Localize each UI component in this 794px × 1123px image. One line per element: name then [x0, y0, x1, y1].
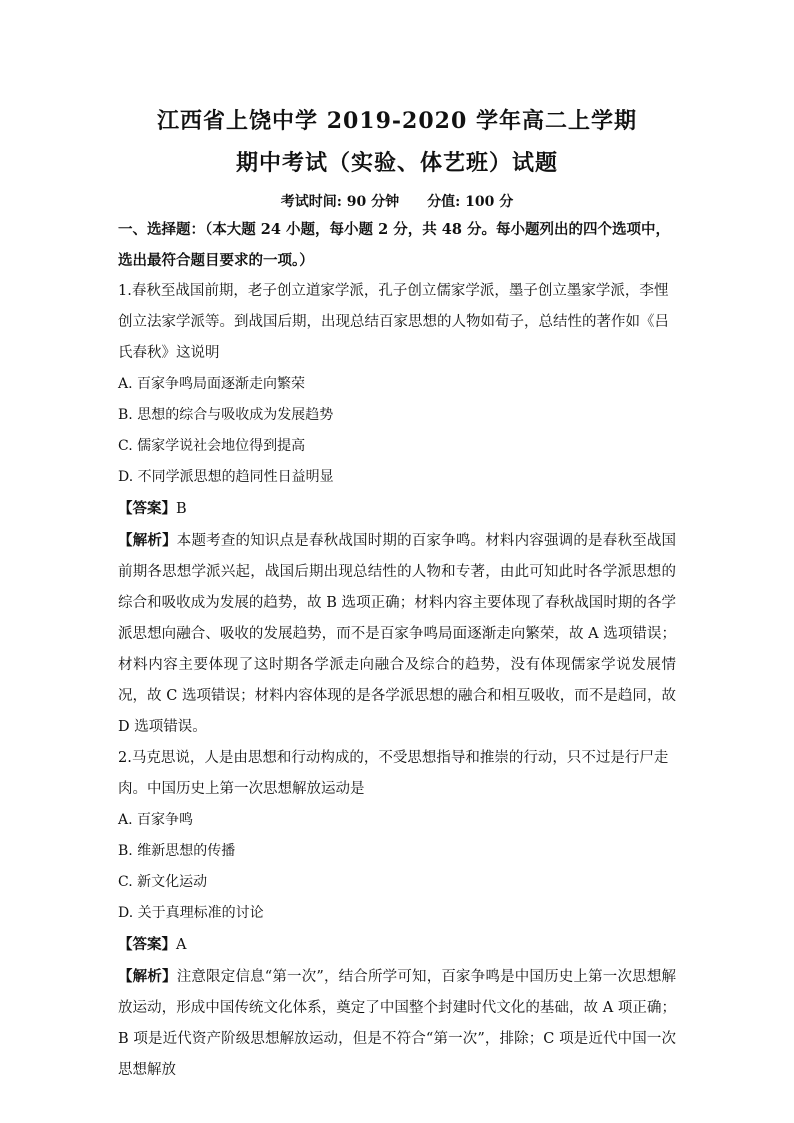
question-stem: 1.春秋至战国前期，老子创立道家学派，孔子创立儒家学派，墨子创立墨家学派，李悝创立法家学派等。到战国后期，出现总结百家思想的人物如荀子，总结性的著作如《吕氏春秋》这说明	[118, 283, 669, 361]
answer-value: B	[176, 501, 187, 517]
option-d: D. 不同学派思想的趋同性日益明显	[118, 469, 334, 485]
answer-line	[118, 929, 676, 961]
question-2	[118, 743, 676, 1086]
question-stem: 2.马克思说，人是由思想和行动构成的，不受思想指导和推崇的行动，只不过是行尸走肉。中国历史上第一次思想解放运动是	[118, 750, 669, 797]
exam-time: 考试时间: 90 分钟	[280, 194, 400, 210]
analysis-paragraph	[118, 961, 676, 1086]
option-b: B. 维新思想的传播	[118, 843, 236, 859]
answer-label: 【答案】	[118, 936, 176, 953]
exam-title-line2: 期中考试（实验、体艺班）试题	[235, 150, 558, 176]
exam-score: 分值: 100 分	[427, 194, 514, 210]
answer-line	[118, 493, 676, 525]
exam-title-line1: 江西省上饶中学 2019-2020 学年高二上学期	[157, 108, 637, 134]
analysis-label: 【解析】	[118, 968, 177, 985]
option-a: A. 百家争鸣局面逐渐走向繁荣	[118, 376, 306, 392]
exam-meta	[118, 192, 676, 212]
option-b: B. 思想的综合与吸收成为发展趋势	[118, 407, 334, 423]
analysis-text: 本题考查的知识点是春秋战国时期的百家争鸣。材料内容强调的是春秋至战国前期各思想学派兴起，战国后期出现总结性的人物和专著，由此可知此时各学派思想的综合和吸收成为发展的趋势，故 B 选项正确；材料内容主要体现了春秋战国时期的各学派思想向融合、吸收的发展趋势，而不是百家争鸣局面逐渐走向繁荣，故 A 选项错误；材料内容主要体现了这时期各学派走向融合及综合的趋势，没有体现儒家学说发展情况，故 C 选项错误；材料内容体现的是各学派思想的融合和相互吸收，而不是趋同，故 D 选项错误。	[118, 533, 677, 735]
option-d: D. 关于真理标准的讨论	[118, 905, 264, 921]
analysis-label: 【解析】	[118, 532, 177, 549]
option-a: A. 百家争鸣	[118, 812, 194, 828]
section-heading: 一、选择题：（本大题 24 小题，每小题 2 分，共 48 分。每小题列出的四个选项中，选出最符合题目要求的一项。）	[118, 221, 670, 269]
option-c: C. 儒家学说社会地位得到提高	[118, 438, 306, 454]
analysis-paragraph	[118, 525, 676, 743]
answer-label: 【答案】	[118, 500, 176, 517]
option-c: C. 新文化运动	[118, 874, 208, 890]
question-1	[118, 276, 676, 743]
analysis-text: 注意限定信息“第一次”，结合所学可知，百家争鸣是中国历史上第一次思想解放运动，形成中国传统文化体系，奠定了中国整个封建时代文化的基础，故 A 项正确；B 项是近代资产阶级思想解放运动，但是不符合“第一次”，排除；C 项是近代中国一次思想解放	[118, 969, 676, 1078]
answer-value: A	[176, 937, 187, 953]
